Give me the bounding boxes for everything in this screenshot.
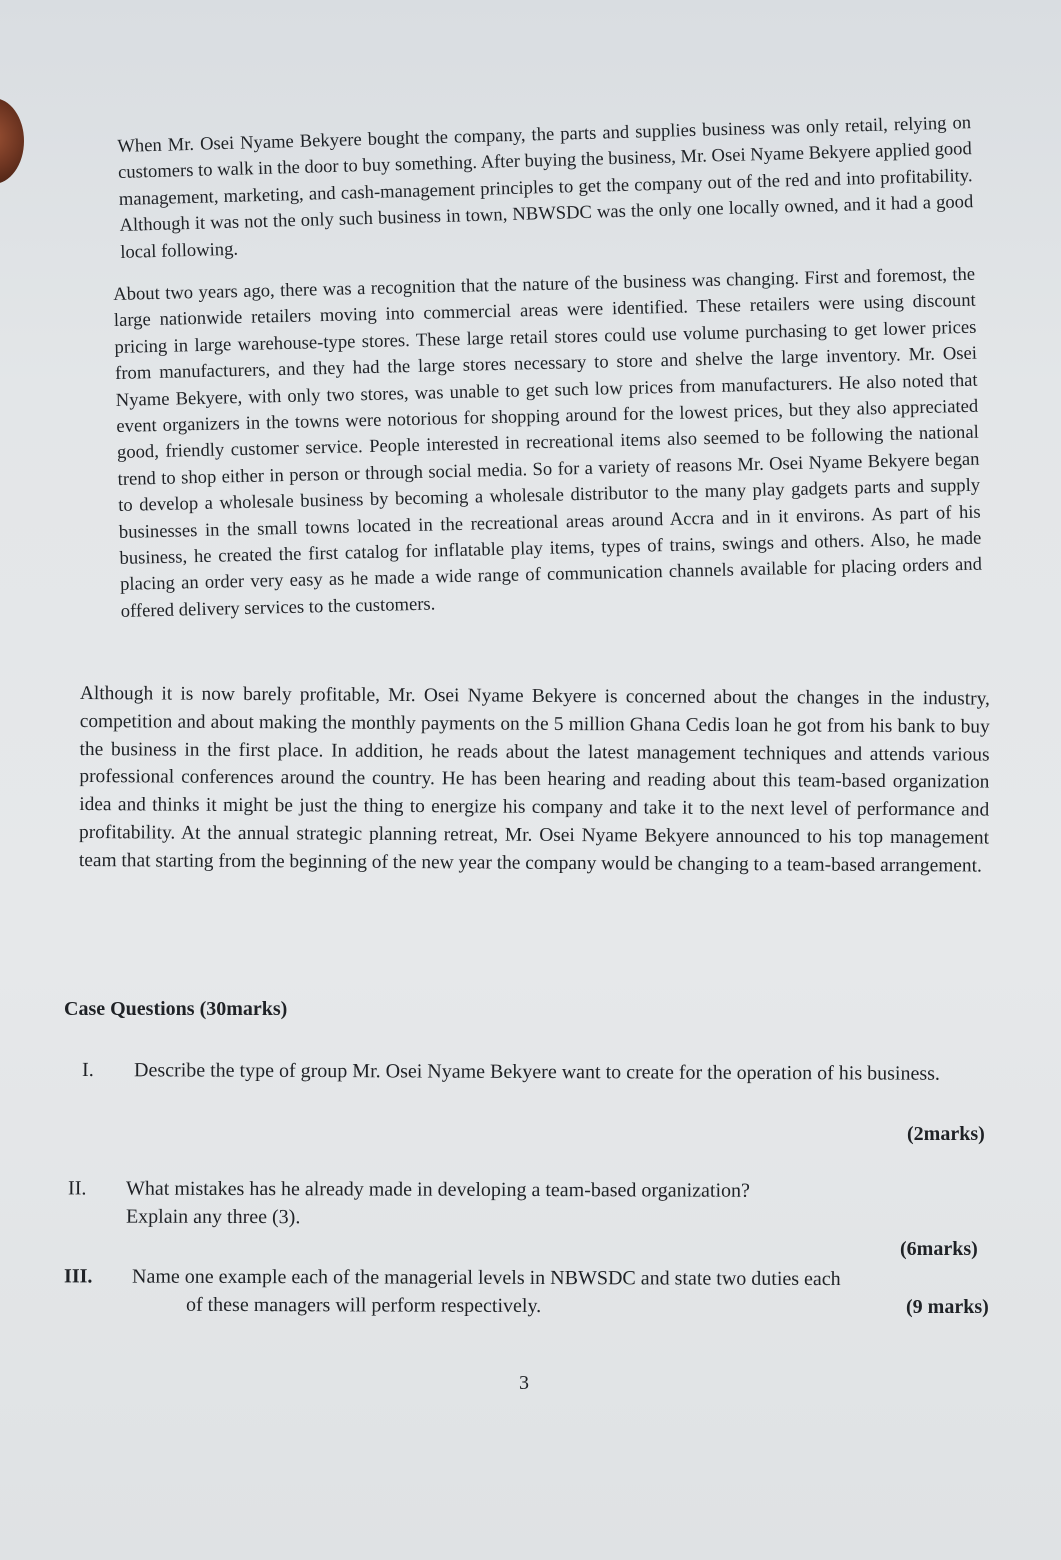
finger-thumb [0, 98, 24, 184]
page-number: 3 [519, 1372, 529, 1394]
question-3 [64, 1262, 1004, 1325]
paragraph-3: Although it is now barely profitable, Mr. Osei Nyame Bekyere is concerned about the changes in the industry, competition and about making the monthly payments on the 5 million Ghana Cedis loan he got from his bank to buy the business in the first place. In addition, he reads about the latest management techniques and attends various professional conferences around the country. He has been hearing and reading about this team-based organization idea and thinks it might be just the thing to energize his company and take it to the next level of performance and profitability. At the annual strategic planning retreat, Mr. Osei Nyame Bekyere announced to his top management team that starting from the beginning of the new year the company would be changing to a team-based arrangement. [78, 682, 990, 877]
question-2-line-2: Explain any three (3). [125, 1205, 301, 1229]
question-1-marks: (2marks) [907, 1123, 985, 1145]
question-2-number: II. [68, 1177, 87, 1200]
question-3-line-1: Name one example each of the managerial levels in NBWSDC and state two duties each [132, 1265, 841, 1291]
question-1-text: Describe the type of group Mr. Osei Nyame Bekyere want to create for the operation of his business. [134, 1059, 940, 1085]
question-3-marks: (9 marks) [906, 1296, 989, 1318]
case-questions-heading: Case Questions (30marks) [64, 998, 288, 1020]
question-2-line-1: What mistakes has he already made in developing a team-based organization? [126, 1177, 750, 1202]
question-1-number: I. [82, 1058, 94, 1082]
paragraph-1: When Mr. Osei Nyame Bekyere bought the company, the parts and supplies business was only retail, relying on customers to walk in the door to buy something. After buying the business, Mr. Osei Nyame Bekyere applied good management, marketing, and cash-management principles to get the company out of the red and into profitability. Although it was not the only such business in town, NBWSDC was the only one locally owned, and it had a good local following. [117, 112, 974, 263]
question-2 [68, 1174, 988, 1237]
question-3-text [132, 1263, 1002, 1322]
question-2-marks: (6marks) [900, 1238, 978, 1260]
paragraph-2: About two years ago, there was a recognition that the nature of the business was changing. First and foremost, the large nationwide retailers moving into commercial areas were identified. These retailers were using discount pricing in large warehouse-type stores. These large retail stores could use volume purchasing to get lower prices from manufacturers, and they had the large stores necessary to store and shelve the large inventory. Mr. Osei Nyame Bekyere, with only two stores, was unable to get such low prices from manufacturers. He also noted that event organizers in the towns were notorious for shopping around for the lowest prices, but they also appreciated good, friendly customer service. People interested in recreational items also seemed to be following the national trend to shop either in person or through social media. So for a variety of reasons Mr. Osei Nyame Bekyere began to develop a wholesale business by becoming a wholesale distributor to the many play gadgets parts and supply businesses in the small towns located in the recreational areas around Accra and in it environs. As part of his business, he created the first catalog for inflatable play items, types of trains, swings and others. Also, he made placing an order very easy as he made a wide range of communication channels available for placing orders and offered delivery services to the customers. [113, 263, 983, 622]
question-3-line-2: of these managers will perform respectively. [185, 1293, 542, 1318]
question-3-number: III. [64, 1265, 93, 1288]
question-2-text [126, 1175, 986, 1234]
question-1 [82, 1056, 1002, 1120]
